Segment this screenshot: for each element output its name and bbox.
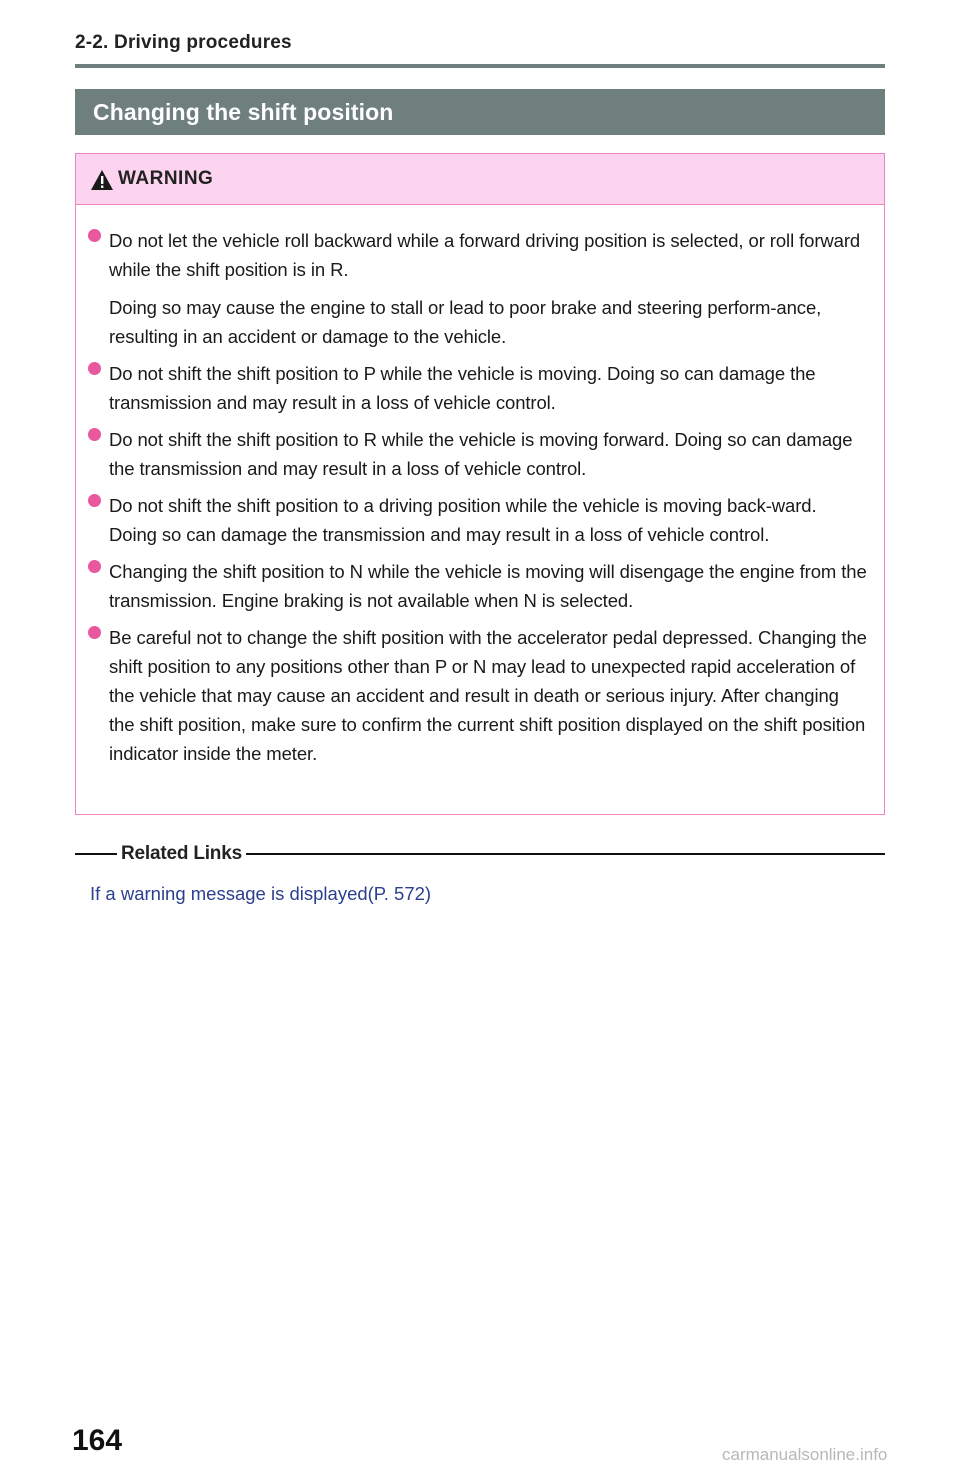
related-link[interactable]: If a warning message is displayed(P. 572) [90,883,432,904]
warning-item [88,491,868,549]
warning-item-text: Be careful not to change the shift position with the accelerator pedal depressed. Changing the shift position to any positions other than P or N may lead to unexpected rapid acceleration of the vehicle that may cause an accident and result in death or serious injury. After changing the shift position, make sure to confirm the current shift position displayed on the shift position indicator inside the meter. [109,627,867,764]
related-links-header [75,843,885,865]
warning-item-text: Do not shift the shift position to a driving position while the vehicle is moving back-ward. Doing so can damage the transmission and may result in a loss of vehicle control. [109,495,817,545]
section-title-bar [75,89,885,135]
warning-item [88,557,868,615]
warning-item [88,425,868,483]
warning-header [76,154,884,205]
warning-item-text: Do not let the vehicle roll backward while a forward driving position is selected, or roll forward while the shift position is in R. [109,230,861,280]
bullet-dot-icon [88,229,101,242]
warning-item [88,623,868,768]
section-title: Changing the shift position [93,98,394,125]
related-rule-right [246,853,885,855]
page-number: 164 [72,1424,123,1457]
bullet-dot-icon [88,428,101,441]
warning-item-text: Doing so may cause the engine to stall or lead to poor brake and steering perform-ance, resulting in an accident or damage to the vehicle. [109,297,822,347]
related-links-title: Related Links [121,843,242,864]
page-header [75,30,885,68]
warning-item [88,359,868,417]
bullet-dot-icon [88,362,101,375]
bullet-dot-icon [88,626,101,639]
header-rule [75,64,885,68]
warning-item [88,226,868,351]
related-rule-left [75,853,117,855]
warning-list [76,205,884,768]
warning-box [75,153,885,815]
warning-triangle-icon [90,169,114,191]
warning-item-text: Do not shift the shift position to R while the vehicle is moving forward. Doing so can damage the transmission and may result in a loss of vehicle control. [109,429,853,479]
bullet-dot-icon [88,560,101,573]
warning-item-text: Do not shift the shift position to P while the vehicle is moving. Doing so can damage the transmission and may result in a loss of vehicle control. [109,363,816,413]
watermark: carmanualsonline.info [722,1445,888,1464]
section-label: 2-2. Driving procedures [75,32,292,53]
bullet-dot-icon [88,494,101,507]
warning-title: WARNING [118,168,214,189]
warning-item-text: Changing the shift position to N while the vehicle is moving will disengage the engine from the transmission. Engine braking is not available when N is selected. [109,561,867,611]
